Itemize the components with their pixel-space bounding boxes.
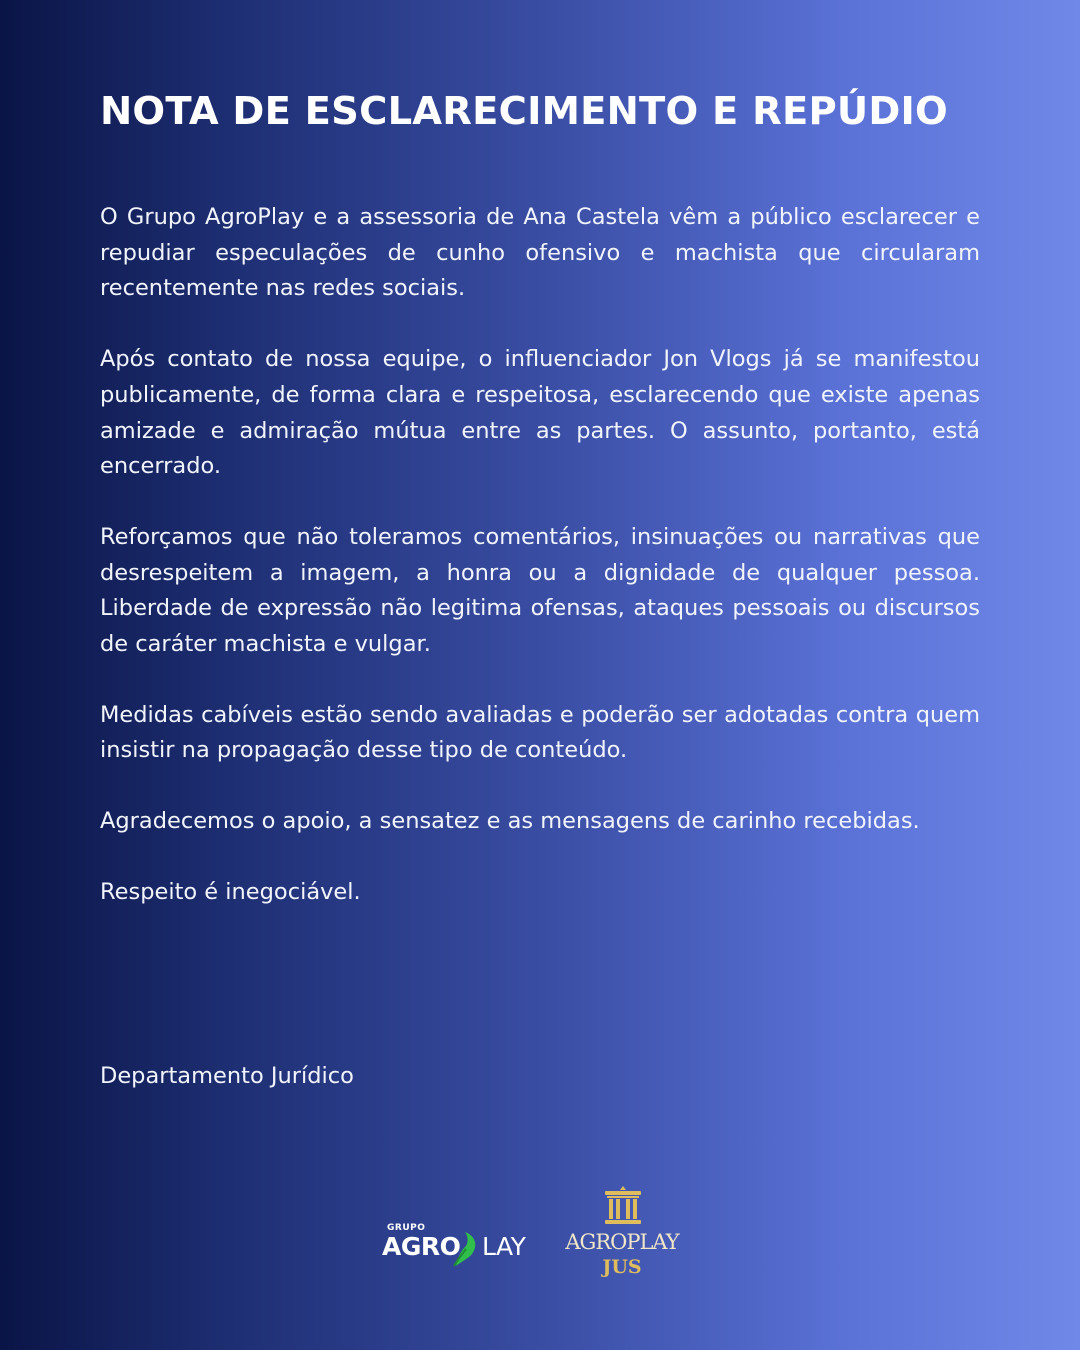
paragraph-closing: Respeito é inegociável.: [100, 878, 361, 905]
footer-logos: [380, 1180, 700, 1290]
grupo-agroplay-logo: [380, 1220, 540, 1270]
logo-lay-text: LAY: [482, 1232, 526, 1261]
paragraph-intro: O Grupo AgroPlay e a assessoria de Ana Castela vêm a público esclarecer e repudiar especulações de cunho ofensivo e machista que circularam recentemente nas redes sociais.: [100, 204, 980, 302]
paragraph-clarification: Após contato de nossa equipe, o influenciador Jon Vlogs já se manifestou publicamente, de forma clara e respeitosa, esclarecendo que existe apenas amizade e admiração mútua entre as partes. O assunto, portanto, está encerrado.: [100, 346, 980, 480]
columns-icon: [602, 1184, 644, 1226]
logo-grupo-label: GRUPO: [387, 1223, 426, 1233]
paragraph-thanks: Agradecemos o apoio, a sensatez e as mensagens de carinho recebidas.: [100, 808, 920, 835]
logo-agro-text: AGRO: [382, 1232, 461, 1261]
signature: Departamento Jurídico: [100, 1063, 354, 1089]
jus-logo-sub: JUS: [602, 1256, 642, 1278]
agroplay-jus-logo: [562, 1180, 682, 1290]
statement-body: [100, 200, 980, 911]
paragraph-measures: Medidas cabíveis estão sendo avaliadas e poderão ser adotadas contra quem insistir na propagação desse tipo de conteúdo.: [100, 701, 980, 764]
page-title: NOTA DE ESCLARECIMENTO E REPÚDIO: [100, 89, 948, 134]
leaf-icon: [448, 1228, 482, 1270]
paragraph-reinforcement: Reforçamos que não toleramos comentários, insinuações ou narrativas que desrespeitem a imagem, a honra ou a dignidade de qualquer pessoa. Liberdade de expressão não legitima ofensas, ataques pessoais ou discursos de caráter machista e vulgar.: [100, 523, 980, 658]
jus-logo-name: AGROPLAY: [565, 1230, 679, 1254]
